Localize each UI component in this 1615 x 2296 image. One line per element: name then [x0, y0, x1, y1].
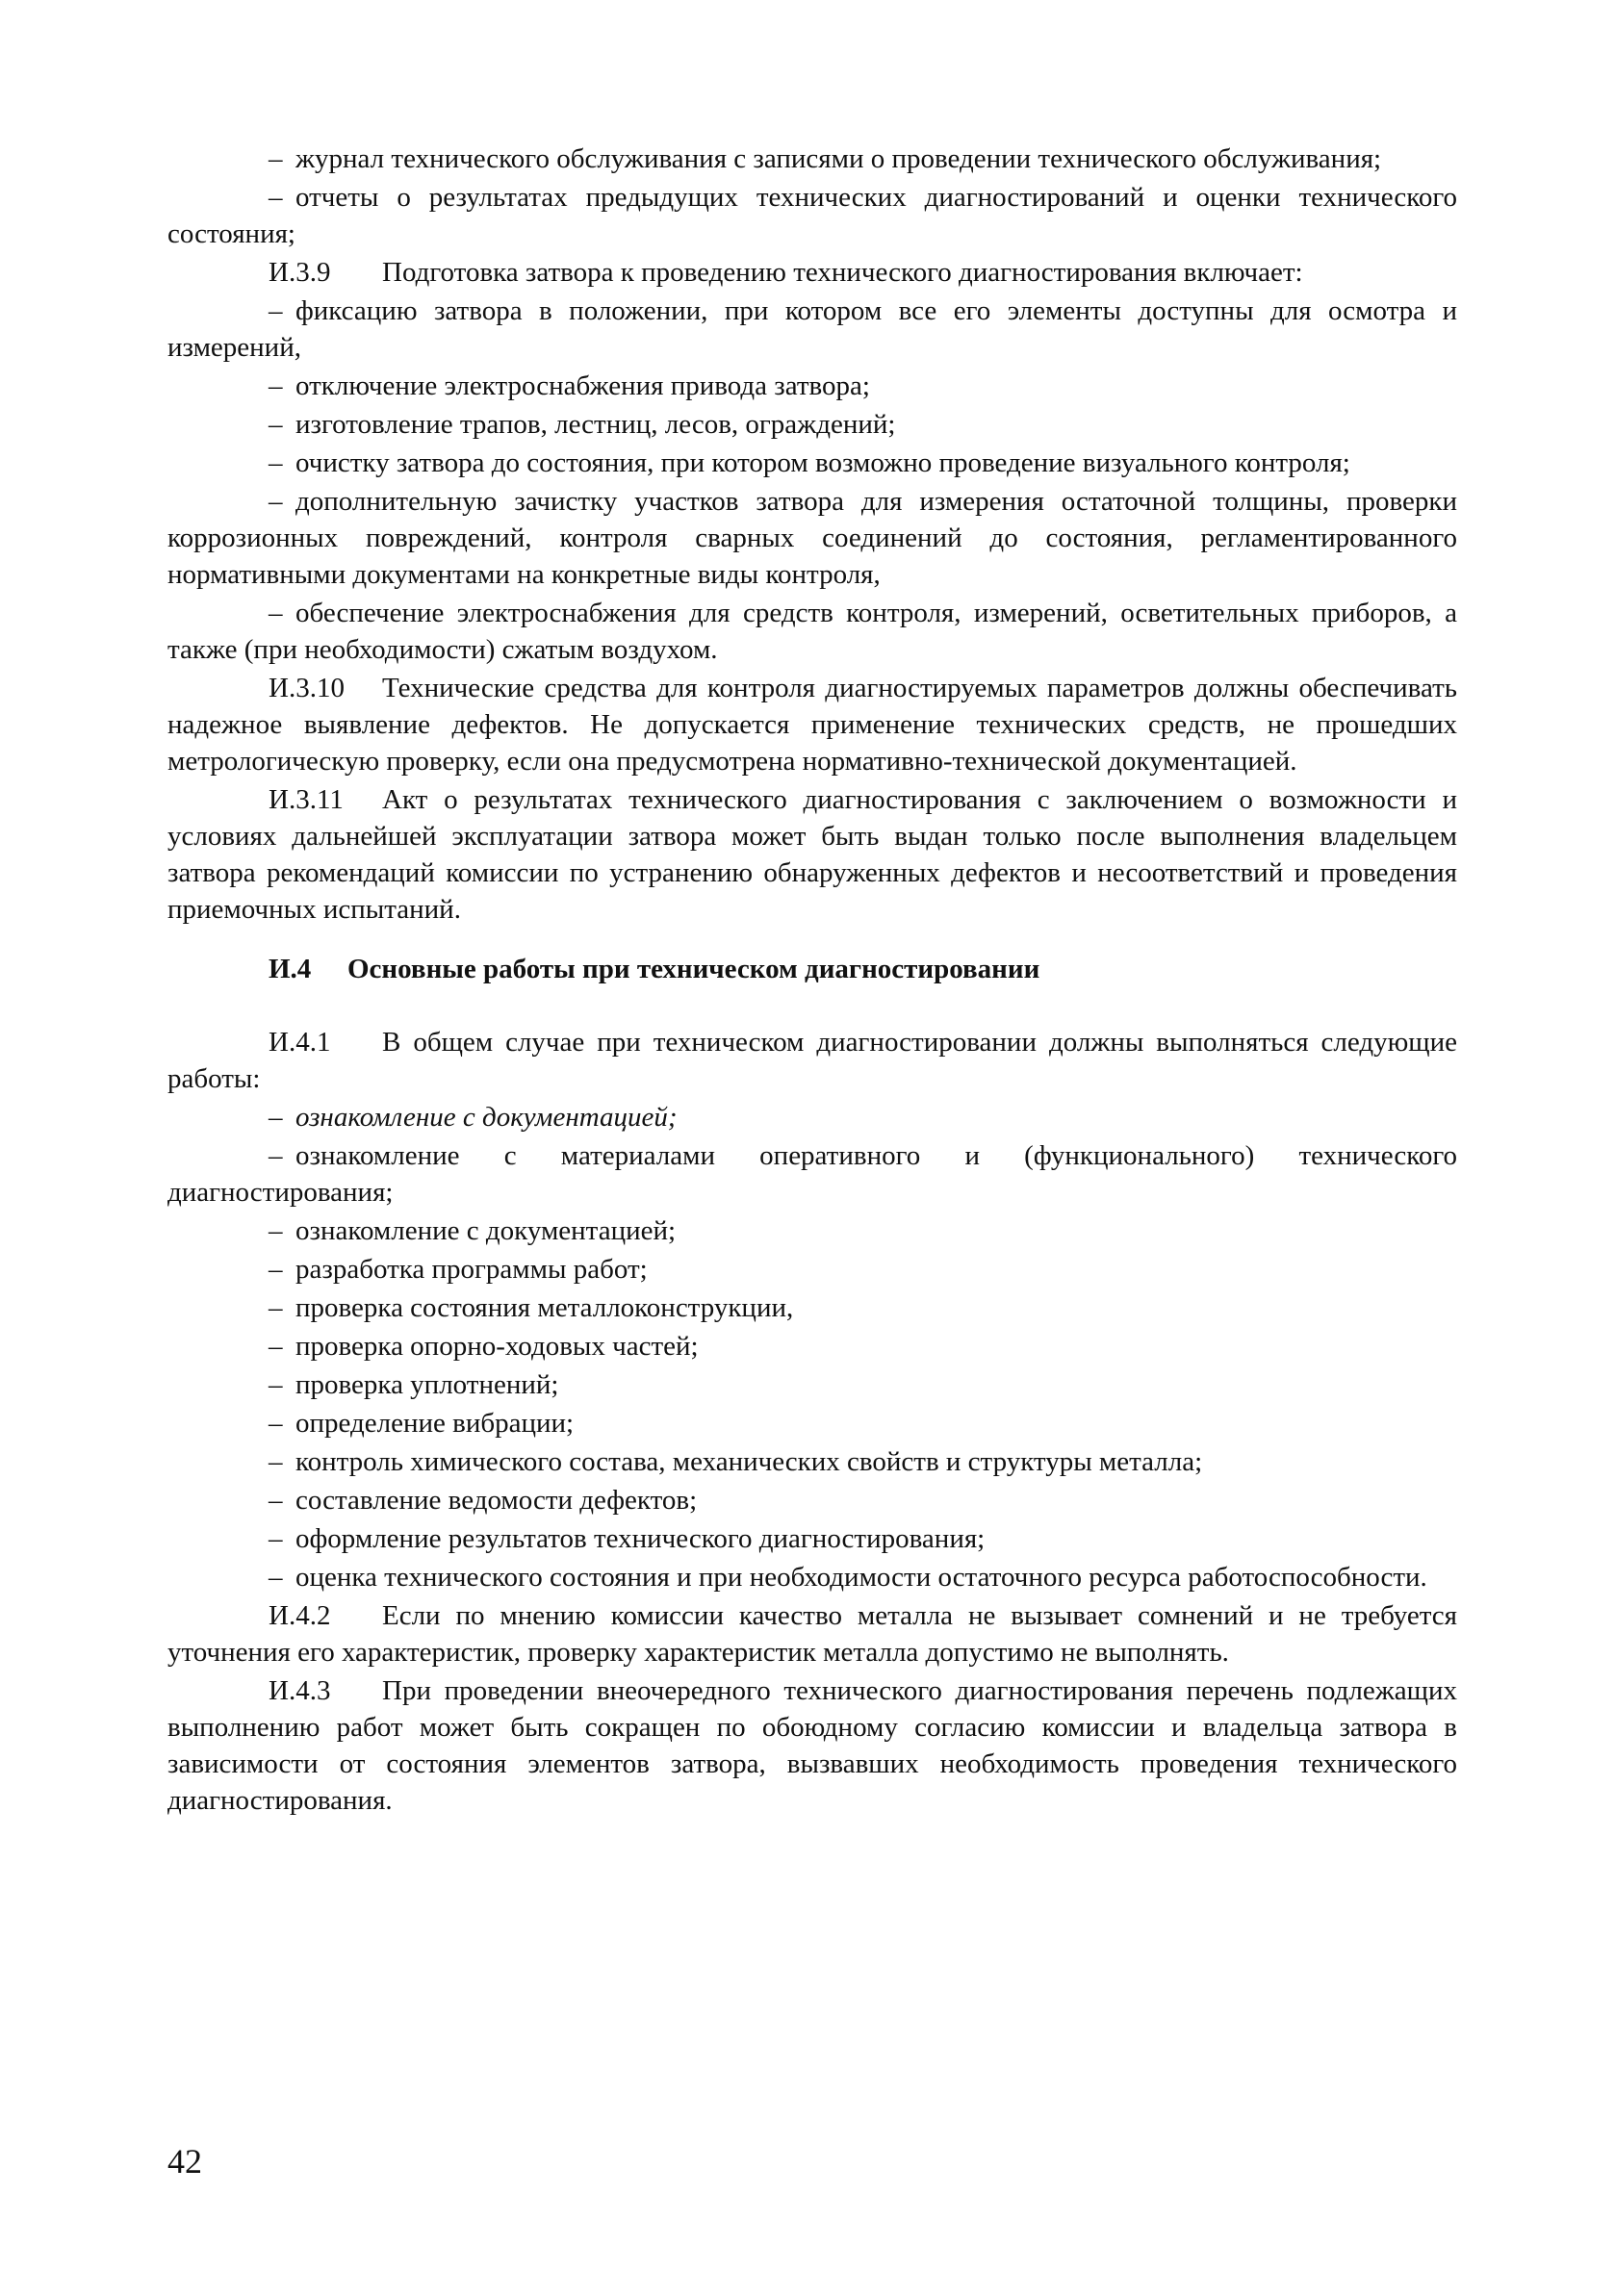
paragraph-text: проверка уплотнений; — [295, 1369, 559, 1400]
list-item — [167, 445, 1457, 481]
list-item — [167, 1289, 1457, 1326]
dash-bullet: – — [269, 598, 283, 628]
paragraph-text: контроль химического состава, механических свойств и структуры металла; — [295, 1446, 1203, 1477]
paragraph-text: ознакомление с документацией; — [295, 1215, 677, 1246]
dash-bullet: – — [269, 1446, 283, 1477]
list-item — [167, 1328, 1457, 1365]
page-number: 42 — [167, 2142, 202, 2181]
paragraph-text: В общем случае при техническом диагностировании должны выполняться следующие работы: — [167, 1027, 1457, 1094]
list-item — [167, 179, 1457, 252]
list-item — [167, 1099, 1457, 1135]
list-item — [167, 406, 1457, 443]
dash-bullet: – — [269, 1140, 283, 1171]
paragraph-number: И.4.1 — [269, 1027, 331, 1058]
paragraph-text: Если по мнению комиссии качество металла не вызывает сомнений и не требуется уточнения его характеристик, проверку характеристик металла допустимо не выполнять. — [167, 1600, 1457, 1668]
list-item — [167, 1366, 1457, 1403]
paragraph-number: И.4.2 — [269, 1600, 331, 1631]
dash-bullet: – — [269, 295, 283, 326]
dash-bullet: – — [269, 1562, 283, 1593]
section-heading-title: Основные работы при техническом диагностировании — [347, 954, 1040, 984]
list-item — [167, 1520, 1457, 1557]
numbered-paragraph — [167, 1672, 1457, 1819]
paragraph-text: Акт о результатах технического диагностирования с заключением о возможности и условиях дальнейшей эксплуатации затвора может быть выдан только после выполнения владельцем затвора рекомендаций комиссии по устранению обнаруженных дефектов и несоответствий и проведения приемочных испытаний. — [167, 784, 1457, 925]
paragraph-text: очистку затвора до состояния, при котором возможно проведение визуального контроля; — [295, 447, 1350, 478]
list-item — [167, 1212, 1457, 1249]
dash-bullet: – — [269, 1485, 283, 1516]
numbered-paragraph — [167, 1024, 1457, 1097]
paragraph-number: И.3.10 — [269, 673, 345, 703]
dash-bullet: – — [269, 1523, 283, 1554]
dash-bullet: – — [269, 1292, 283, 1323]
dash-bullet: – — [269, 409, 283, 440]
numbered-paragraph — [167, 781, 1457, 928]
section-i4 — [167, 1024, 1457, 1819]
dash-bullet: – — [269, 486, 283, 517]
paragraph-text: Технические средства для контроля диагностируемых параметров должны обеспечивать надежное выявление дефектов. Не допускается применение технических средств, не прошедших метрологическую проверку, если она предусмотрена нормативно-технической документацией. — [167, 673, 1457, 777]
list-item — [167, 140, 1457, 177]
list-item — [167, 293, 1457, 366]
list-item — [167, 595, 1457, 668]
section-i3-continued — [167, 140, 1457, 928]
list-item — [167, 1251, 1457, 1288]
paragraph-text: оформление результатов технического диагностирования; — [295, 1523, 986, 1554]
dash-bullet: – — [269, 1369, 283, 1400]
paragraph-text: отчеты о результатах предыдущих технических диагностирований и оценки технического состояния; — [167, 182, 1457, 249]
list-item — [167, 1559, 1457, 1595]
list-item — [167, 1482, 1457, 1518]
paragraph-text: разработка программы работ; — [295, 1254, 648, 1285]
paragraph-text: При проведении внеочередного технического диагностирования перечень подлежащих выполнению работ может быть сокращен по обоюдному согласию комиссии и владельца затвора в зависимости от состояния элементов затвора, вызвавших необходимость проведения технического диагностирования. — [167, 1675, 1457, 1816]
list-item — [167, 1443, 1457, 1480]
numbered-paragraph — [167, 670, 1457, 779]
paragraph-text: изготовление трапов, лестниц, лесов, ограждений; — [295, 409, 896, 440]
paragraph-text: определение вибрации; — [295, 1408, 575, 1439]
paragraph-text: проверка состояния металлоконструкции, — [295, 1292, 794, 1323]
section-heading-number: И.4 — [269, 954, 312, 984]
dash-bullet: – — [269, 370, 283, 401]
numbered-paragraph — [167, 1597, 1457, 1671]
paragraph-number: И.3.11 — [269, 784, 344, 815]
paragraph-text: Подготовка затвора к проведению технического диагностирования включает: — [382, 257, 1303, 288]
paragraph-text: обеспечение электроснабжения для средств контроля, измерений, осветительных приборов, а также (при необходимости) сжатым воздухом. — [167, 598, 1457, 665]
dash-bullet: – — [269, 1102, 283, 1133]
paragraph-text: составление ведомости дефектов; — [295, 1485, 698, 1516]
dash-bullet: – — [269, 1215, 283, 1246]
dash-bullet: – — [269, 182, 283, 213]
list-item — [167, 483, 1457, 593]
page-content — [167, 140, 1457, 1821]
dash-bullet: – — [269, 447, 283, 478]
dash-bullet: – — [269, 143, 283, 174]
dash-bullet: – — [269, 1331, 283, 1362]
paragraph-text: проверка опорно-ходовых частей; — [295, 1331, 699, 1362]
paragraph-text: ознакомление с материалами оперативного и (функционального) технического диагностирования; — [167, 1140, 1457, 1208]
paragraph-number: И.3.9 — [269, 257, 331, 288]
list-item — [167, 1405, 1457, 1441]
section-heading — [167, 951, 1457, 987]
paragraph-text: оценка технического состояния и при необходимости остаточного ресурса работоспособности. — [295, 1562, 1427, 1593]
numbered-paragraph — [167, 254, 1457, 291]
paragraph-text: ознакомление с документацией; — [295, 1102, 678, 1133]
list-item — [167, 1137, 1457, 1211]
paragraph-number: И.4.3 — [269, 1675, 331, 1706]
paragraph-text: фиксацию затвора в положении, при котором все его элементы доступны для осмотра и измерений, — [167, 295, 1457, 363]
dash-bullet: – — [269, 1254, 283, 1285]
paragraph-text: дополнительную зачистку участков затвора для измерения остаточной толщины, проверки коррозионных повреждений, контроля сварных соединений до состояния, регламентированного нормативными документами на конкретные виды контроля, — [167, 486, 1457, 590]
paragraph-text: журнал технического обслуживания с записями о проведении технического обслуживания; — [295, 143, 1382, 174]
paragraph-text: отключение электроснабжения привода затвора; — [295, 370, 870, 401]
list-item — [167, 368, 1457, 404]
dash-bullet: – — [269, 1408, 283, 1439]
